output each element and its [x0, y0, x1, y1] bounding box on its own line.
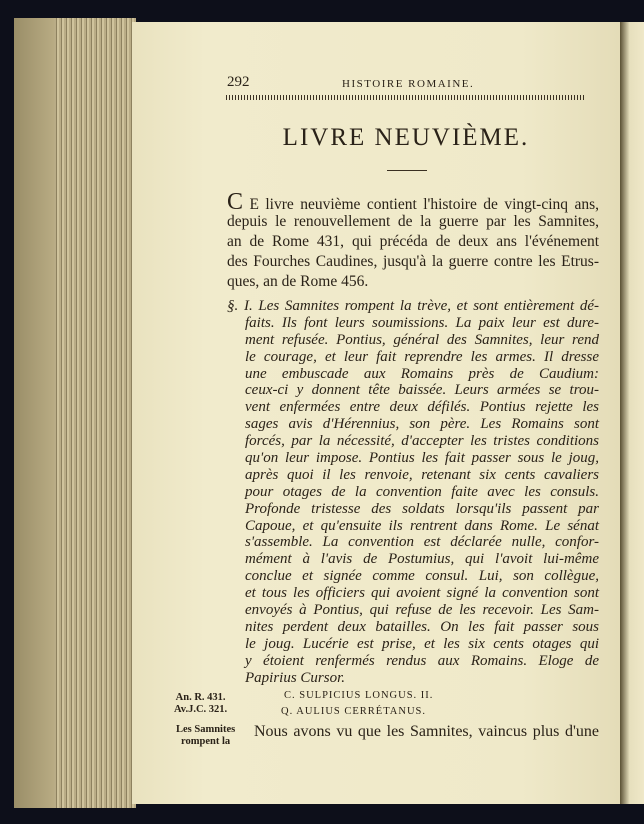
- text-line: vent enfermées entre deux défilés. Pontius rejette les: [245, 399, 599, 416]
- title-rule: [387, 170, 427, 171]
- text-line: conclue et signée comme consul. Lui, son collègue,: [245, 568, 599, 585]
- text-line: après quoi il les renvoie, retenant six cents cavaliers: [245, 466, 599, 483]
- text-line: nites perdent deux batailles. On les fait passer sous: [245, 618, 599, 635]
- year-bc: Av.J.C. 321.: [174, 704, 228, 715]
- running-title: HISTOIRE ROMAINE.: [342, 78, 475, 90]
- text-line: Capoue, et qu'ensuite ils rentrent dans Rome. Le sénat: [245, 517, 599, 534]
- body-text-line: Nous avons vu que les Samnites, vaincus plus d'une: [254, 723, 599, 740]
- intro-paragraph: [227, 189, 599, 292]
- margin-note-line: Les Samnites: [176, 724, 236, 735]
- drop-cap: C: [227, 189, 244, 215]
- consul-1: C. SULPICIUS LONGUS. II.: [284, 690, 434, 701]
- text-line: le joug. Lucérie est prise, et les six cents otages qui: [245, 635, 599, 652]
- text-line: des Fourches Caudines, jusqu'à la guerre contre les Etrus-: [227, 253, 599, 270]
- text-line: une embuscade aux Romains près de Caudium:: [245, 365, 599, 382]
- chapter-title: LIVRE NEUVIÈME.: [282, 124, 530, 151]
- text-line: an de Rome 431, qui précéda de deux ans l'événement: [227, 233, 599, 250]
- text-line: faits. Ils font leurs soumissions. La paix leur est dure-: [245, 314, 599, 331]
- text-line: s'assemble. La convention est déclarée nulle, confor-: [245, 534, 599, 551]
- page-number: 292: [227, 74, 250, 90]
- text-line: §. I. Les Samnites rompent la trève, et sont entièrement dé-: [227, 298, 599, 314]
- text-line: Profonde tristesse des soldats lorsqu'ils passent par: [245, 500, 599, 517]
- book-spine-edge: [14, 18, 54, 808]
- margin-note-line: rompent la: [181, 736, 231, 747]
- text-line: le courage, et leur fait reprendre les armes. Il dresse: [245, 348, 599, 365]
- text-line: mément à l'avis de Postumius, qui l'avoit lui-même: [245, 551, 599, 568]
- text-line: qu'on leur impose. Pontius les fait passer sous le joug,: [245, 450, 599, 467]
- header-rule: [226, 95, 586, 100]
- text-line: et tous les officiers qui avoient signé la convention sont: [245, 585, 599, 602]
- text-line: sages avis d'Hérennius, son père. Les Romains sont: [245, 416, 599, 433]
- text-line: E livre neuvième contient l'histoire de vingt-cinq ans,: [249, 196, 599, 213]
- text-line: forcés, par la nécessité, d'accepter les tristes conditions: [245, 433, 599, 450]
- margin-note: [176, 724, 235, 748]
- year-rome: An. R. 431.: [175, 692, 226, 703]
- text-line: envoyés à Pontius, qui refuse de les recevoir. Les Sam-: [245, 602, 599, 619]
- text-line: ment refusée. Pontius, général des Samnites, leur rend: [245, 331, 599, 348]
- consul-2: Q. AULIUS CERRÉTANUS.: [281, 706, 427, 717]
- margin-year: [174, 692, 227, 716]
- summary-paragraph: [227, 298, 599, 686]
- text-line: Papirius Cursor.: [245, 669, 346, 686]
- text-line: ques, an de Rome 456.: [227, 273, 369, 290]
- text-line: ceux-ci y donnent tête baissée. Leurs armées se trou-: [245, 382, 599, 399]
- facing-page-edge: [620, 22, 644, 804]
- text-line: pour otages de la convention faite avec les consuls.: [245, 483, 599, 500]
- text-line: depuis le renouvellement de la guerre par les Samnites,: [227, 213, 599, 230]
- text-line: y étoient renfermés rendus aux Romains. Eloge de: [245, 652, 599, 669]
